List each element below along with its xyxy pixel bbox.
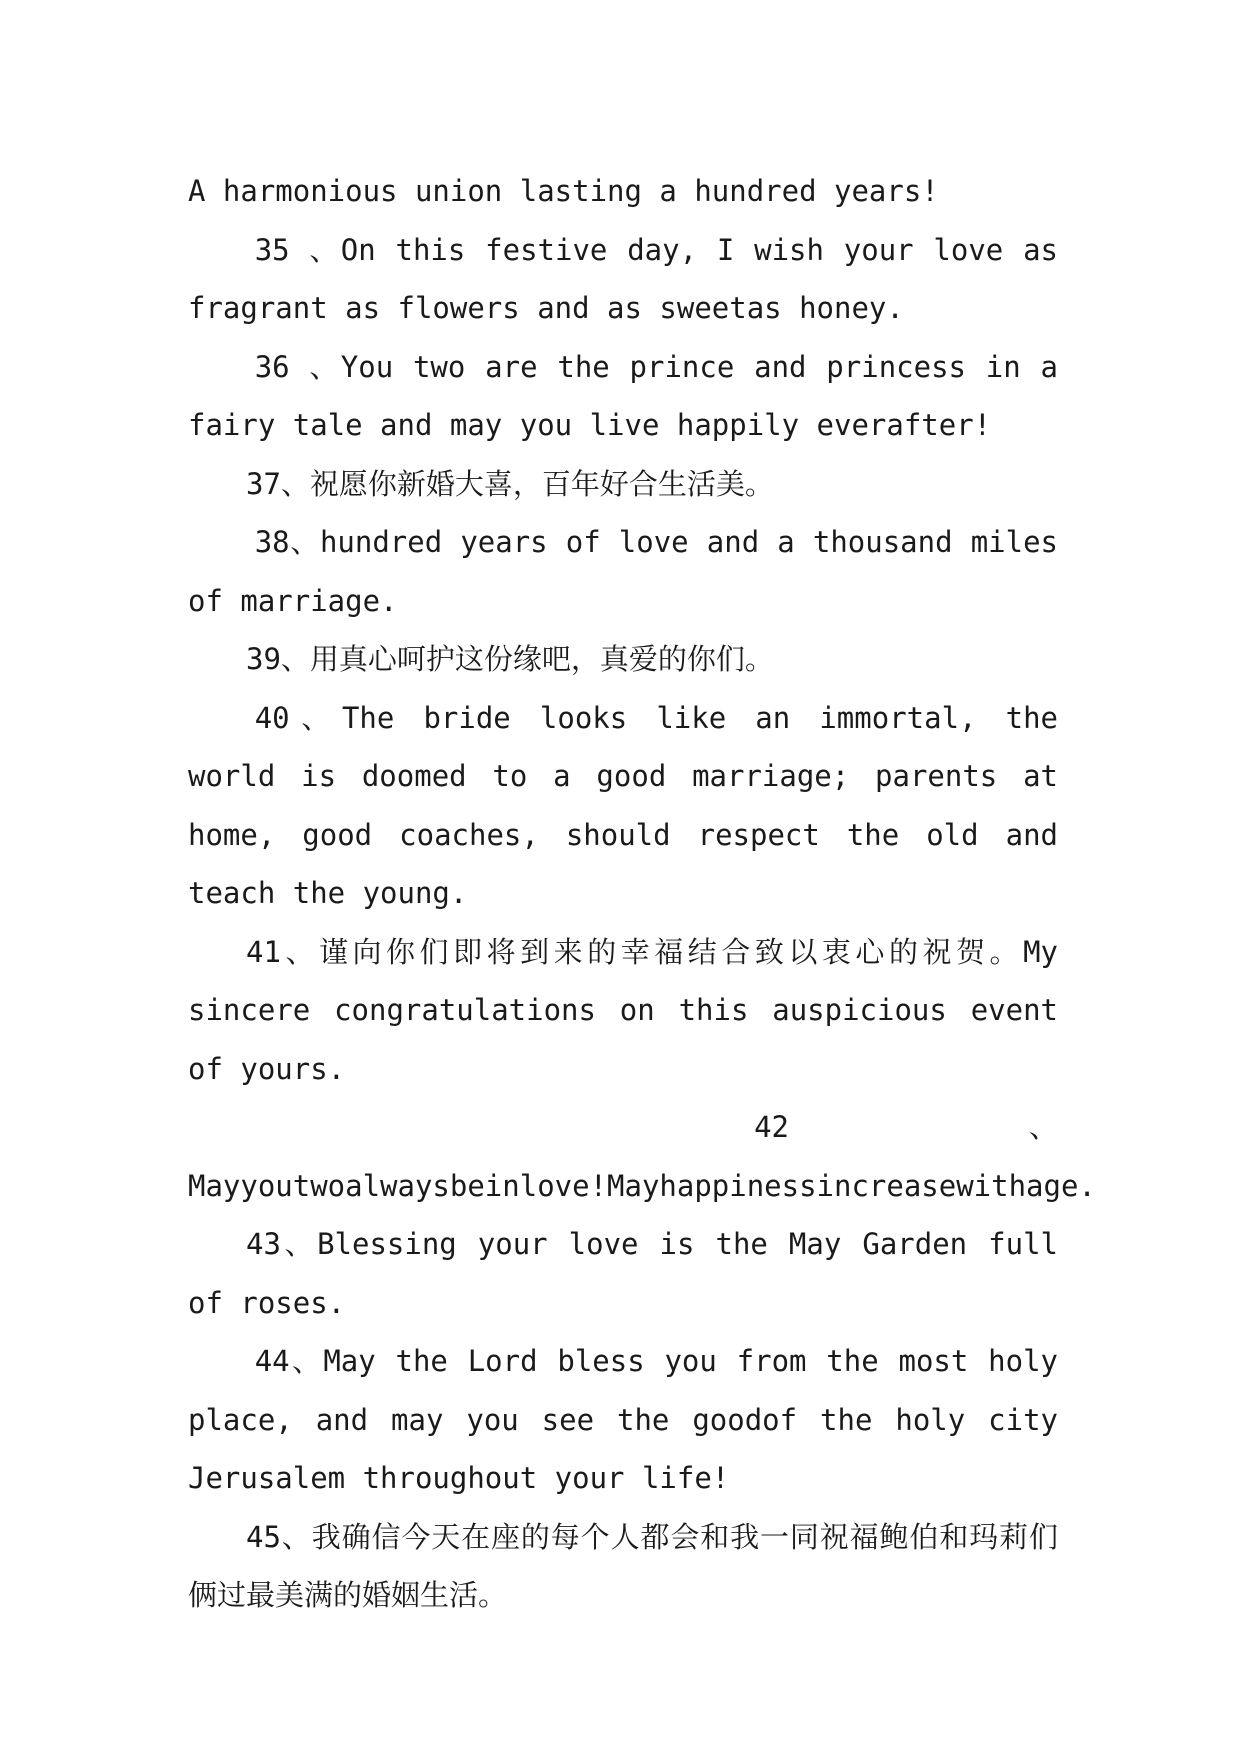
paragraph-35: 35 、On this festive day, I wish your love as fragrant as flowers and as sweetas honey. xyxy=(188,232,1058,325)
paragraph-38: 38、hundred years of love and a thousand miles of marriage. xyxy=(188,525,1058,618)
paragraph-40: 40、The bride looks like an immortal, the world is doomed to a good marriage; parents at home, good coaches, should respect the old and teach the young. xyxy=(188,700,1058,910)
paragraph-43: 43、Blessing your love is the May Garden full of roses. xyxy=(188,1227,1058,1320)
paragraph-42-separator: 、 xyxy=(1028,1110,1058,1144)
paragraph-41: 41、谨向你们即将到来的幸福结合致以衷心的祝贺。My sincere congratulations on this auspicious event of yours. xyxy=(188,934,1058,1086)
paragraph-42-number: 42 xyxy=(754,1110,789,1144)
paragraph-42-number-line xyxy=(188,1098,1058,1157)
paragraph-39: 39、用真心呵护这份缘吧，真爱的你们。 xyxy=(246,642,774,676)
paragraph-37: 37、祝愿你新婚大喜，百年好合生活美。 xyxy=(246,466,774,501)
paragraph-45: 45、我确信今天在座的每个人都会和我一同祝福鲍伯和玛莉们俩过最美满的婚姻生活。 xyxy=(188,1519,1058,1612)
paragraph-42-body: Mayyoutwoalwaysbeinlove!Mayhappinessincreasewithage. xyxy=(188,1168,1096,1203)
document-body xyxy=(188,162,1096,1625)
paragraph-44: 44、May the Lord bless you from the most holy place, and may you see the goodof the holy city Jerusalem throughout your life! xyxy=(188,1344,1058,1495)
paragraph-36: 36 、You two are the prince and princess in a fairy tale and may you live happily everafter! xyxy=(188,349,1058,442)
paragraph-34-tail: A harmonious union lasting a hundred years! xyxy=(188,174,939,208)
